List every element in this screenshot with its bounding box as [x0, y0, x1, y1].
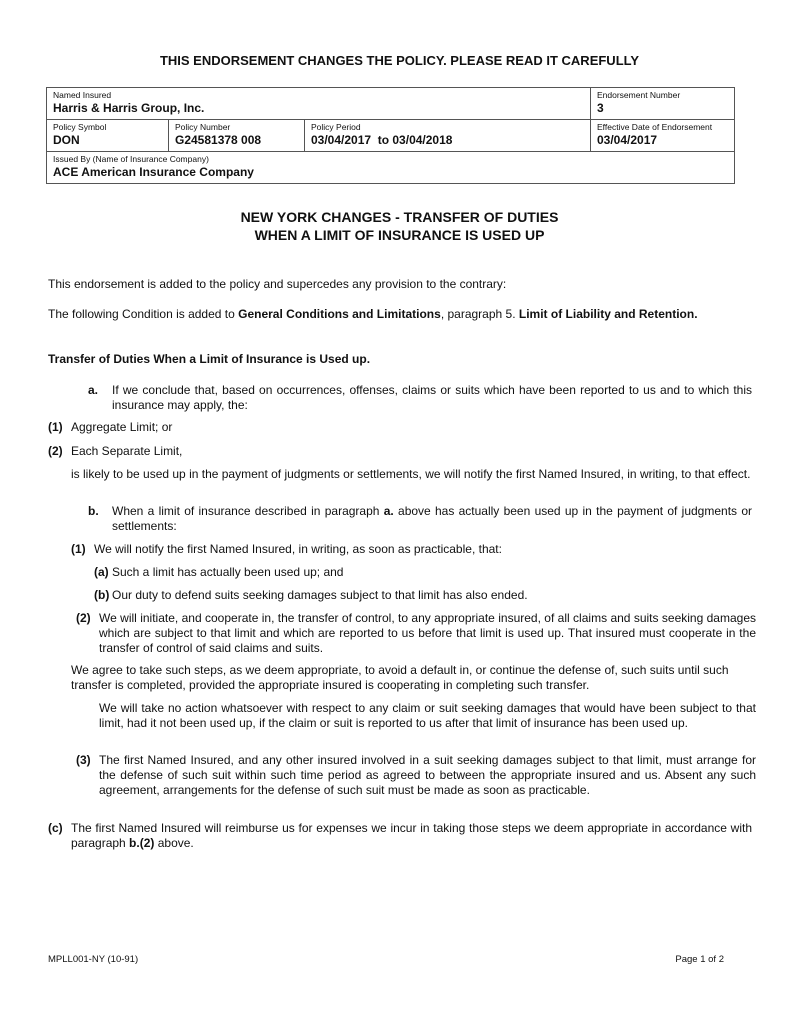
item-1-marker: (1)	[48, 420, 63, 434]
issued-by-label: Issued By (Name of Insurance Company)	[53, 154, 209, 164]
effective-date-cell	[591, 120, 735, 152]
item-2-text: Each Separate Limit,	[71, 444, 183, 458]
condition-paragraph	[48, 307, 752, 322]
item-b-pre: When a limit of insurance described in paragraph	[112, 504, 384, 518]
policy-period-cell	[305, 120, 591, 152]
item-c-post: above.	[154, 836, 194, 850]
item-c-marker: (c)	[48, 821, 63, 835]
item-b2-marker: (2)	[76, 611, 91, 625]
item-b2-text: We will initiate, and cooperate in, the transfer of control, to any appropriate insured, of all claims and suits seeking damages which are subject to that limit and which are reported to us before that limit is used up. That insured must cooperate in the transfer of control of said claims and suits.	[99, 611, 756, 655]
form-number: MPLL001-NY (10-91)	[48, 954, 139, 965]
policy-symbol-label: Policy Symbol	[53, 122, 107, 132]
condition-prefix: The following Condition is added to	[48, 307, 239, 321]
title-line-1: NEW YORK CHANGES - TRANSFER OF DUTIES	[240, 209, 559, 225]
named-insured-cell	[47, 88, 591, 120]
title-line-2: WHEN A LIMIT OF INSURANCE IS USED UP	[254, 227, 545, 243]
section-heading: Transfer of Duties When a Limit of Insurance is Used up.	[48, 352, 371, 366]
item-b1-marker: (1)	[71, 542, 86, 556]
item-c-text	[71, 821, 752, 851]
policy-symbol-value: DON	[53, 133, 80, 147]
item-1-text: Aggregate Limit; or	[71, 420, 173, 434]
general-conditions-ref: General Conditions and Limitations	[238, 307, 441, 321]
named-insured-label: Named Insured	[53, 90, 112, 100]
policy-number-value: G24581378 008	[175, 133, 262, 147]
policy-symbol-cell	[47, 120, 169, 152]
endorsement-number-label: Endorsement Number	[597, 90, 681, 100]
item-bb-text: Our duty to defend suits seeking damages subject to that limit has also ended.	[112, 588, 528, 602]
intro-paragraph: This endorsement is added to the policy and supercedes any provision to the contrary:	[48, 277, 507, 291]
item-a-marker: a.	[88, 383, 99, 397]
endorsement-number-value: 3	[597, 101, 604, 115]
likely-paragraph: is likely to be used up in the payment of judgments or settlements, we will notify the first Named Insured, in writing, to that effect.	[71, 467, 751, 481]
condition-mid: , paragraph 5.	[440, 307, 519, 321]
item-b-ref: a.	[383, 504, 394, 518]
policy-number-cell	[169, 120, 305, 152]
item-b-text	[112, 504, 752, 534]
endorsement-number-cell	[591, 88, 735, 120]
endorsement-banner: THIS ENDORSEMENT CHANGES THE POLICY. PLEASE READ IT CAREFULLY	[159, 53, 640, 68]
issued-by-value: ACE American Insurance Company	[53, 165, 254, 179]
endorsement-title	[0, 208, 799, 244]
policy-number-label: Policy Number	[175, 122, 231, 132]
item-2-marker: (2)	[48, 444, 63, 458]
item-c-pre: The first Named Insured will reimburse us for expenses we incur in taking those steps we deem appropriate in accordance with paragraph	[71, 821, 752, 850]
item-b-marker: b.	[88, 504, 99, 518]
no-action-paragraph: We will take no action whatsoever with respect to any claim or suit seeking damages that would have been subject to that limit, had it not been used up, if the claim or suit is reported to us after that limit of insurance has been used up.	[99, 701, 756, 730]
effective-date-value: 03/04/2017	[597, 133, 658, 147]
page-number: Page 1 of 2	[675, 954, 724, 965]
policy-info-table	[46, 87, 735, 184]
limit-of-liability-ref: Limit of Liability and Retention.	[518, 307, 698, 321]
item-bb-marker: (b)	[94, 588, 110, 602]
effective-date-label: Effective Date of Endorsement	[597, 122, 713, 132]
item-b3-text: The first Named Insured, and any other insured involved in a suit seeking damages subject to that limit, must arrange for the defense of such suit within such time period as agreed to between the appropriate insured and us. Absent any such agreement, arrangements for the defense of such suit must be made as soon as practicable.	[99, 753, 756, 797]
item-b1-text: We will notify the first Named Insured, in writing, as soon as practicable, that:	[94, 542, 502, 556]
policy-period-value: 03/04/2017 to 03/04/2018	[311, 133, 453, 147]
policy-period-label: Policy Period	[311, 122, 361, 132]
item-c-ref: b.(2)	[129, 836, 155, 850]
agree-paragraph: We agree to take such steps, as we deem appropriate, to avoid a default in, or continue the defense of, such suits until such transfer is completed, provided the appropriate insured is cooperating in completing such transfer.	[71, 663, 729, 692]
issued-by-cell	[47, 152, 735, 184]
named-insured-value: Harris & Harris Group, Inc.	[53, 101, 205, 115]
item-ba-marker: (a)	[94, 565, 109, 579]
item-ba-text: Such a limit has actually been used up; and	[112, 565, 344, 579]
item-b-post: above has actually been used up in the payment of judgments or settlements:	[112, 504, 752, 533]
item-a-text: If we conclude that, based on occurrences, offenses, claims or suits which have been reported to us and to which this insurance may apply, the:	[112, 383, 752, 412]
item-b3-marker: (3)	[76, 753, 91, 767]
